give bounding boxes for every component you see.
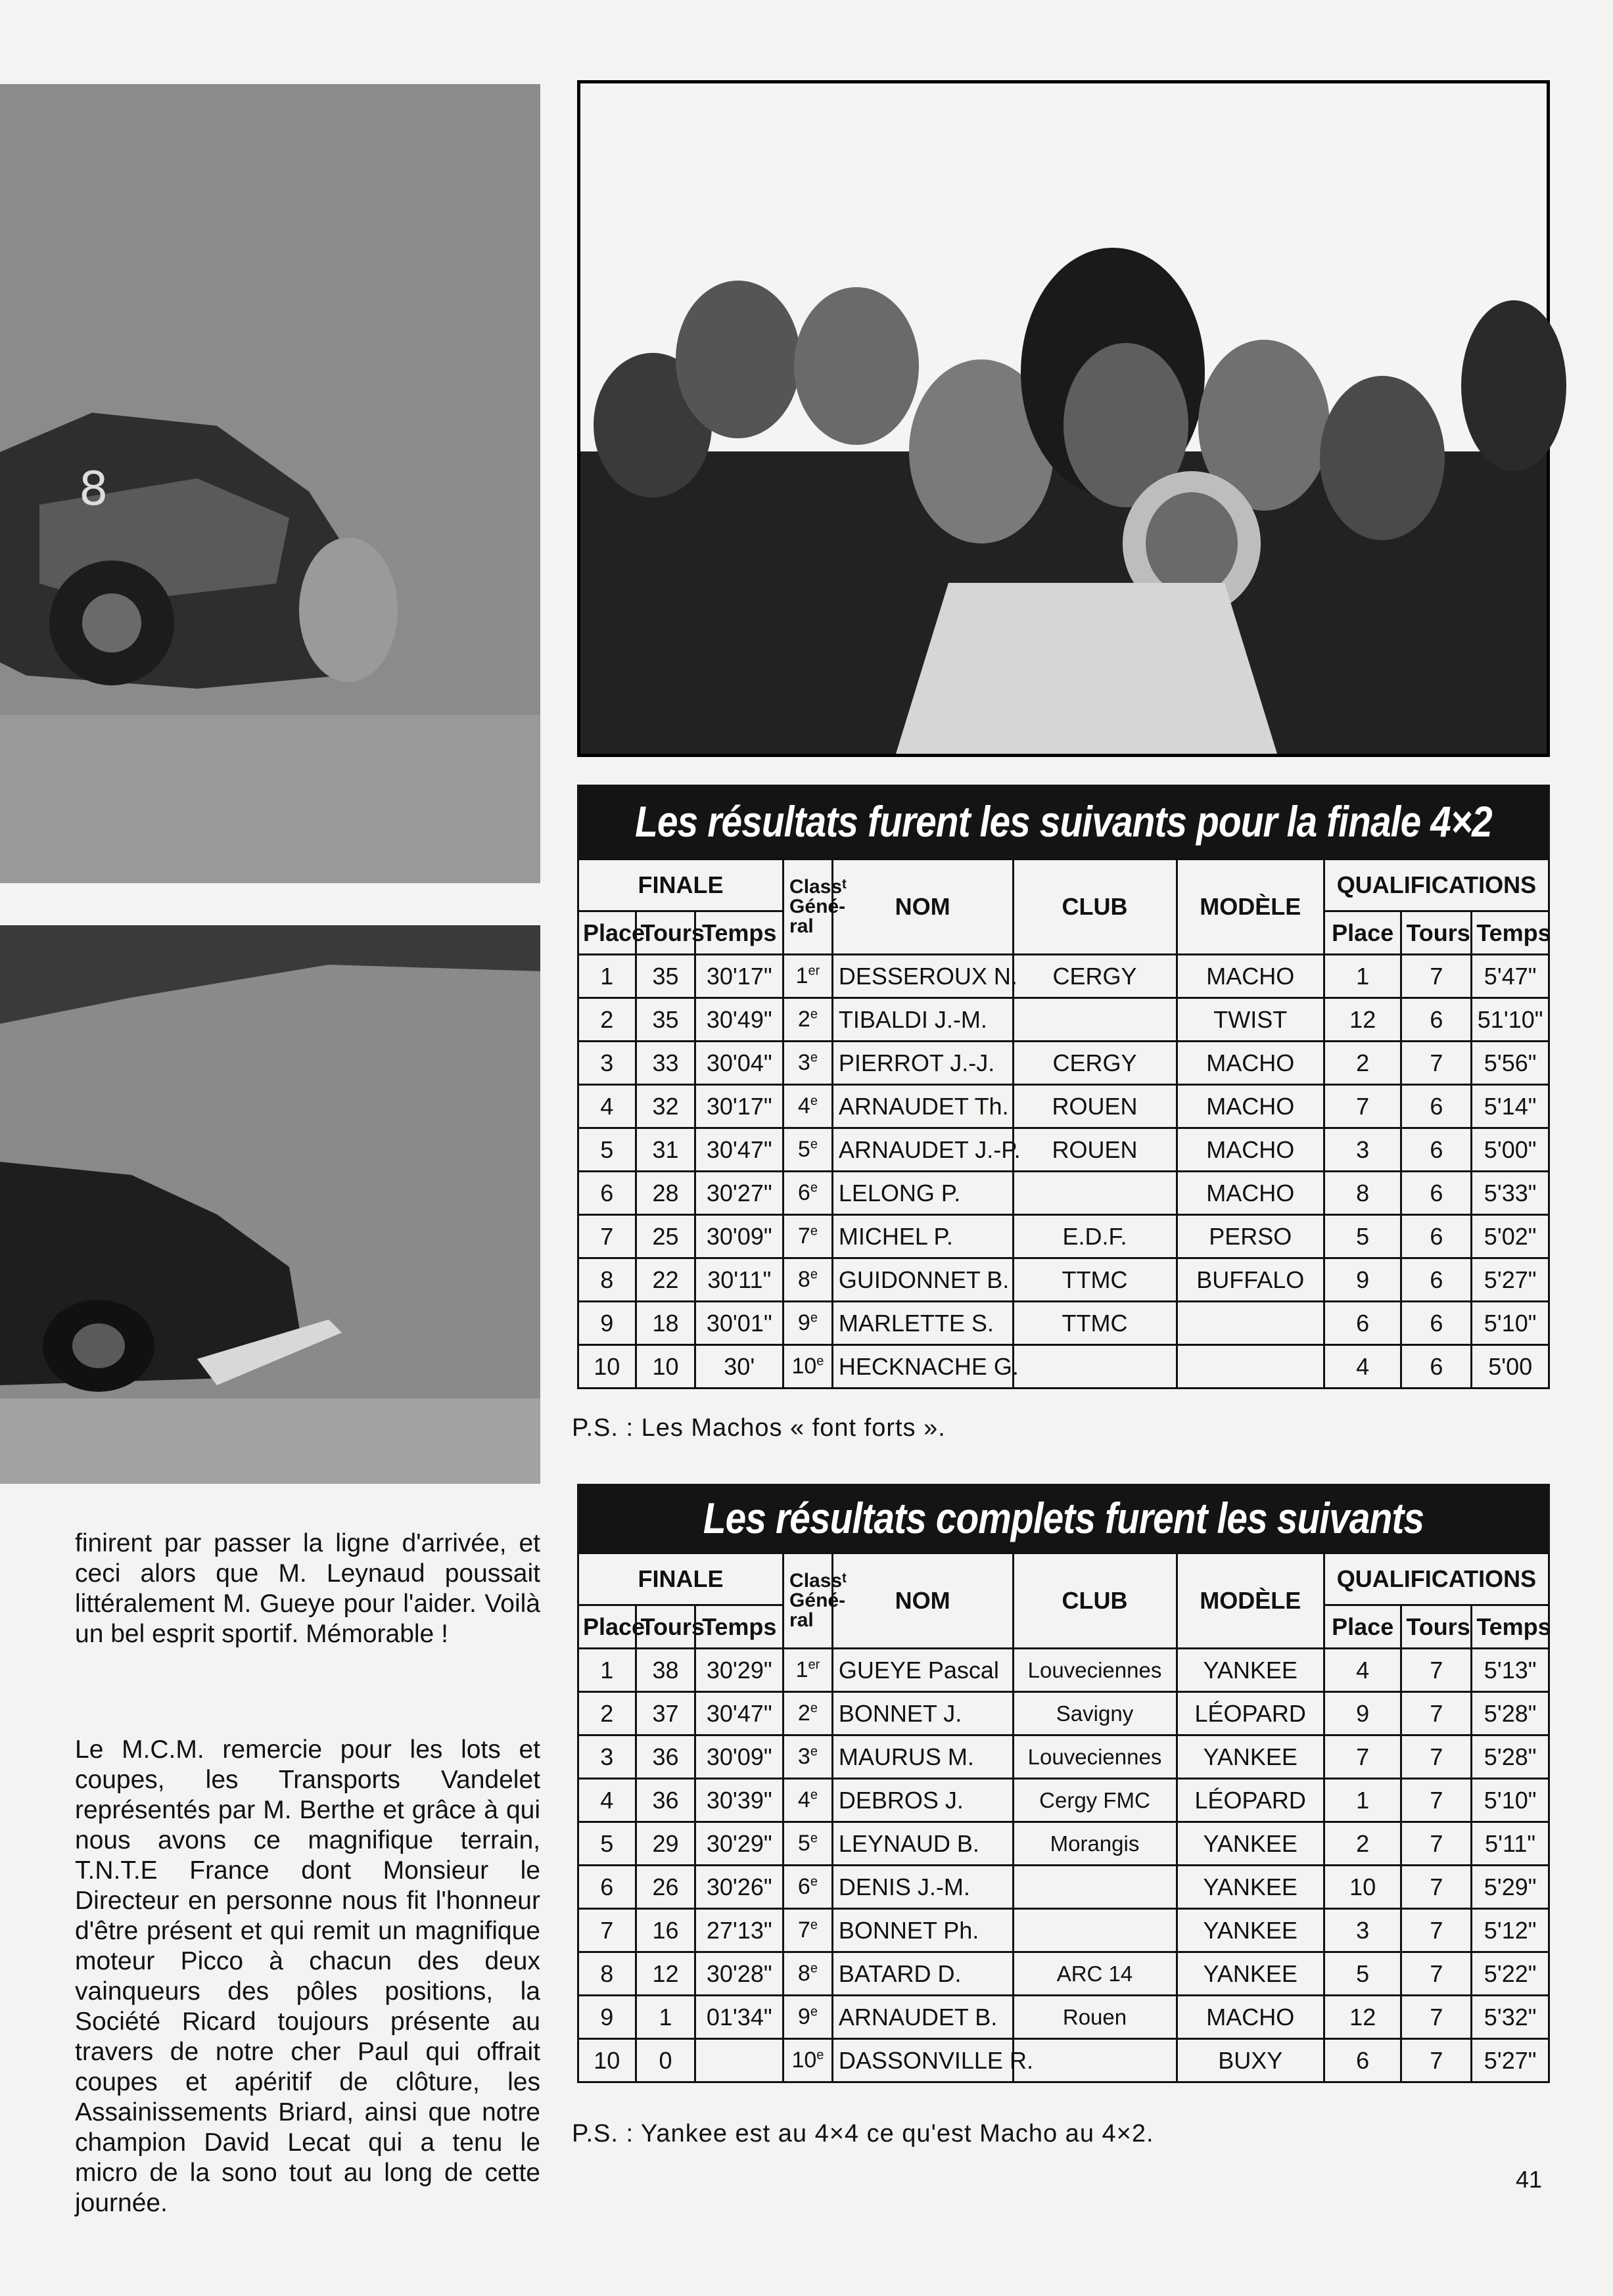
cell-q-tours: 7 [1401, 1952, 1472, 1996]
header-place: Place [578, 911, 636, 955]
cell-q-place: 1 [1324, 1779, 1401, 1822]
cell-modele: MACHO [1177, 1172, 1324, 1215]
cell-q-place: 8 [1324, 1172, 1401, 1215]
cell-place: 7 [578, 1909, 636, 1952]
header-modele: MODÈLE [1177, 860, 1324, 955]
cell-club [1013, 1909, 1177, 1952]
cell-place: 7 [578, 1215, 636, 1258]
cell-modele: PERSO [1177, 1215, 1324, 1258]
cell-q-temps: 5'32" [1472, 1996, 1549, 2039]
cell-q-tours: 7 [1401, 1735, 1472, 1779]
cell-tours: 18 [636, 1302, 695, 1345]
cell-cls: 4e [783, 1779, 833, 1822]
cell-q-temps: 5'28" [1472, 1692, 1549, 1735]
cell-temps: 30'09" [695, 1215, 783, 1258]
cell-q-temps: 5'47" [1472, 955, 1549, 998]
cell-q-temps: 5'28" [1472, 1735, 1549, 1779]
cell-temps: 30'26" [695, 1866, 783, 1909]
cell-q-tours: 7 [1401, 1042, 1472, 1085]
cell-q-place: 7 [1324, 1085, 1401, 1128]
cell-club: Morangis [1013, 1822, 1177, 1866]
cell-q-tours: 7 [1401, 1649, 1472, 1692]
results-table-finale-4x2 [577, 785, 1550, 1389]
header-classement: Classᵗ Géné- ral [783, 1553, 833, 1649]
results-table-complets [577, 1484, 1550, 2083]
cell-place: 6 [578, 1172, 636, 1215]
cell-modele: BUXY [1177, 2039, 1324, 2082]
table-row [578, 1258, 1549, 1302]
cell-club: Cergy FMC [1013, 1779, 1177, 1822]
cell-tours: 31 [636, 1128, 695, 1172]
header-q-place: Place [1324, 1605, 1401, 1649]
table-title: Les résultats complets furent les suivants [645, 1484, 1482, 1552]
cell-nom: GUEYE Pascal [832, 1649, 1013, 1692]
cell-club: ROUEN [1013, 1085, 1177, 1128]
header-modele: MODÈLE [1177, 1553, 1324, 1649]
cell-tours: 16 [636, 1909, 695, 1952]
cell-cls: 5e [783, 1822, 833, 1866]
cell-tours: 38 [636, 1649, 695, 1692]
cell-modele [1177, 1345, 1324, 1389]
cell-q-tours: 7 [1401, 1779, 1472, 1822]
cell-modele: TWIST [1177, 998, 1324, 1042]
header-q-temps: Temps [1472, 1605, 1549, 1649]
cell-place: 5 [578, 1128, 636, 1172]
cell-q-place: 10 [1324, 1866, 1401, 1909]
cell-club [1013, 1172, 1177, 1215]
cell-tours: 12 [636, 1952, 695, 1996]
cell-cls: 6e [783, 1172, 833, 1215]
cell-q-place: 5 [1324, 1952, 1401, 1996]
cell-modele: LÉOPARD [1177, 1779, 1324, 1822]
cell-place: 5 [578, 1822, 636, 1866]
table-row [578, 1692, 1549, 1735]
cell-temps: 30'49" [695, 998, 783, 1042]
cell-q-place: 3 [1324, 1909, 1401, 1952]
cell-club: E.D.F. [1013, 1215, 1177, 1258]
cell-club: Louveciennes [1013, 1649, 1177, 1692]
cell-nom: ARNAUDET B. [832, 1996, 1013, 2039]
cell-tours: 29 [636, 1822, 695, 1866]
cell-place: 4 [578, 1779, 636, 1822]
cell-temps [695, 2039, 783, 2082]
cell-modele: MACHO [1177, 1128, 1324, 1172]
ps-note-4x4: P.S. : Yankee est au 4×4 ce qu'est Macho au 4×2. [572, 2120, 1154, 2147]
table-row [578, 1952, 1549, 1996]
header-nom: NOM [832, 860, 1013, 955]
cell-q-temps: 5'33" [1472, 1172, 1549, 1215]
cell-q-tours: 6 [1401, 1345, 1472, 1389]
header-club: CLUB [1013, 860, 1177, 955]
cell-place: 2 [578, 1692, 636, 1735]
cell-tours: 35 [636, 998, 695, 1042]
cell-tours: 22 [636, 1258, 695, 1302]
cell-cls: 7e [783, 1215, 833, 1258]
table-row [578, 1085, 1549, 1128]
table-row [578, 1735, 1549, 1779]
cell-nom: GUIDONNET B. [832, 1258, 1013, 1302]
cell-q-tours: 7 [1401, 955, 1472, 998]
cell-temps: 30'17" [695, 1085, 783, 1128]
cell-q-place: 9 [1324, 1692, 1401, 1735]
cell-club [1013, 998, 1177, 1042]
table-row [578, 1822, 1549, 1866]
cell-nom: LEYNAUD B. [832, 1822, 1013, 1866]
cell-nom: DESSEROUX N. [832, 955, 1013, 998]
cell-temps: 30'01" [695, 1302, 783, 1345]
article-paragraph-finish: finirent par passer la ligne d'arrivée, et ceci alors que M. Leynaud poussait littéralement M. Gueye pour l'aider. Voilà un bel esprit sportif. Mémorable ! [75, 1529, 540, 1648]
table-row [578, 1302, 1549, 1345]
cell-q-temps: 5'27" [1472, 1258, 1549, 1302]
cell-tours: 36 [636, 1779, 695, 1822]
table-row [578, 2039, 1549, 2082]
cell-q-tours: 7 [1401, 1822, 1472, 1866]
cell-q-tours: 7 [1401, 1866, 1472, 1909]
cell-club: Savigny [1013, 1692, 1177, 1735]
cell-modele: YANKEE [1177, 1649, 1324, 1692]
cell-q-temps: 51'10" [1472, 998, 1549, 1042]
cell-q-temps: 5'27" [1472, 2039, 1549, 2082]
cell-temps: 30'27" [695, 1172, 783, 1215]
cell-place: 8 [578, 1258, 636, 1302]
cell-cls: 5e [783, 1128, 833, 1172]
cell-tours: 1 [636, 1996, 695, 2039]
ps-note-4x2: P.S. : Les Machos « font forts ». [572, 1414, 946, 1442]
cell-modele: MACHO [1177, 1042, 1324, 1085]
cell-cls: 1er [783, 1649, 833, 1692]
cell-nom: DEBROS J. [832, 1779, 1013, 1822]
cell-q-tours: 6 [1401, 1258, 1472, 1302]
cell-place: 6 [578, 1866, 636, 1909]
cell-q-place: 6 [1324, 1302, 1401, 1345]
table-row [578, 1909, 1549, 1952]
cell-q-place: 3 [1324, 1128, 1401, 1172]
cell-modele: MACHO [1177, 1085, 1324, 1128]
cell-q-place: 1 [1324, 955, 1401, 998]
cell-modele [1177, 1302, 1324, 1345]
table-row [578, 1345, 1549, 1389]
cell-cls: 4e [783, 1085, 833, 1128]
cell-tours: 33 [636, 1042, 695, 1085]
cell-temps: 30' [695, 1345, 783, 1389]
cell-q-tours: 6 [1401, 1128, 1472, 1172]
cell-q-tours: 7 [1401, 2039, 1472, 2082]
cell-q-temps: 5'10" [1472, 1779, 1549, 1822]
cell-tours: 25 [636, 1215, 695, 1258]
cell-modele: MACHO [1177, 955, 1324, 998]
cell-nom: MICHEL P. [832, 1215, 1013, 1258]
cell-q-place: 2 [1324, 1822, 1401, 1866]
cell-nom: DENIS J.-M. [832, 1866, 1013, 1909]
cell-nom: MAURUS M. [832, 1735, 1013, 1779]
cell-cls: 6e [783, 1866, 833, 1909]
cell-place: 3 [578, 1042, 636, 1085]
cell-q-temps: 5'10" [1472, 1302, 1549, 1345]
cell-cls: 8e [783, 1952, 833, 1996]
cell-nom: BONNET J. [832, 1692, 1013, 1735]
cell-nom: BATARD D. [832, 1952, 1013, 1996]
cell-nom: ARNAUDET J.-P. [832, 1128, 1013, 1172]
cell-cls: 10e [783, 1345, 833, 1389]
cell-cls: 9e [783, 1996, 833, 2039]
table-row [578, 1215, 1549, 1258]
table-row [578, 998, 1549, 1042]
table-row [578, 1649, 1549, 1692]
cell-q-temps: 5'00" [1472, 1128, 1549, 1172]
table-row [578, 1996, 1549, 2039]
cell-tours: 32 [636, 1085, 695, 1128]
table-row [578, 1042, 1549, 1085]
header-qualifications: QUALIFICATIONS [1324, 1553, 1549, 1605]
cell-q-temps: 5'13" [1472, 1649, 1549, 1692]
cell-q-tours: 7 [1401, 1909, 1472, 1952]
header-tours: Tours [636, 1605, 695, 1649]
table-row [578, 955, 1549, 998]
cell-temps: 27'13" [695, 1909, 783, 1952]
cell-modele: YANKEE [1177, 1909, 1324, 1952]
cell-cls: 8e [783, 1258, 833, 1302]
cell-q-temps: 5'56" [1472, 1042, 1549, 1085]
cell-q-temps: 5'12" [1472, 1909, 1549, 1952]
cell-place: 1 [578, 1649, 636, 1692]
cell-q-temps: 5'00 [1472, 1345, 1549, 1389]
cell-place: 3 [578, 1735, 636, 1779]
cell-cls: 9e [783, 1302, 833, 1345]
cell-temps: 30'04" [695, 1042, 783, 1085]
cell-temps: 30'28" [695, 1952, 783, 1996]
cell-q-tours: 6 [1401, 998, 1472, 1042]
cell-nom: TIBALDI J.-M. [832, 998, 1013, 1042]
cell-tours: 0 [636, 2039, 695, 2082]
header-tours: Tours [636, 911, 695, 955]
cell-cls: 10e [783, 2039, 833, 2082]
cell-cls: 7e [783, 1909, 833, 1952]
cell-place: 2 [578, 998, 636, 1042]
cell-cls: 2e [783, 1692, 833, 1735]
cell-tours: 28 [636, 1172, 695, 1215]
cell-cls: 3e [783, 1735, 833, 1779]
header-temps: Temps [695, 911, 783, 955]
cell-q-place: 4 [1324, 1345, 1401, 1389]
cell-temps: 30'11" [695, 1258, 783, 1302]
cell-modele: YANKEE [1177, 1952, 1324, 1996]
cell-place: 10 [578, 1345, 636, 1389]
header-finale: FINALE [578, 1553, 783, 1605]
table-row [578, 1779, 1549, 1822]
cell-cls: 1er [783, 955, 833, 998]
cell-tours: 35 [636, 955, 695, 998]
cell-club: ROUEN [1013, 1128, 1177, 1172]
cell-q-tours: 7 [1401, 1692, 1472, 1735]
cell-club [1013, 1866, 1177, 1909]
header-q-tours: Tours [1401, 911, 1472, 955]
cell-place: 4 [578, 1085, 636, 1128]
cell-q-tours: 6 [1401, 1172, 1472, 1215]
header-classement: Classᵗ Géné- ral [783, 860, 833, 955]
cell-q-place: 9 [1324, 1258, 1401, 1302]
cell-club: Louveciennes [1013, 1735, 1177, 1779]
cell-place: 8 [578, 1952, 636, 1996]
cell-club: CERGY [1013, 1042, 1177, 1085]
cell-club: CERGY [1013, 955, 1177, 998]
cell-club: TTMC [1013, 1302, 1177, 1345]
cell-q-place: 5 [1324, 1215, 1401, 1258]
cell-nom: BONNET Ph. [832, 1909, 1013, 1952]
cell-nom: HECKNACHE G. [832, 1345, 1013, 1389]
cell-q-place: 4 [1324, 1649, 1401, 1692]
cell-modele: BUFFALO [1177, 1258, 1324, 1302]
table-row [578, 1128, 1549, 1172]
cell-q-tours: 6 [1401, 1085, 1472, 1128]
cell-nom: MARLETTE S. [832, 1302, 1013, 1345]
cell-place: 10 [578, 2039, 636, 2082]
photo-rc-buggy-racing [0, 84, 540, 883]
cell-tours: 36 [636, 1735, 695, 1779]
table-row [578, 1172, 1549, 1215]
cell-cls: 3e [783, 1042, 833, 1085]
page-number: 41 [1515, 2166, 1542, 2193]
cell-q-temps: 5'14" [1472, 1085, 1549, 1128]
cell-temps: 30'29" [695, 1649, 783, 1692]
header-finale: FINALE [578, 860, 783, 911]
cell-q-tours: 6 [1401, 1215, 1472, 1258]
article-paragraph-thanks: Le M.C.M. remercie pour les lots et coupes, les Transports Vandelet représentés par M. Berthe et grâce à qui nous avons ce magnifique terrain, T.N.T.E France dont Monsieur le Directeur en personne nous fit l'honneur d'être présent et qui remit un magnifique moteur Picco à chacun des deux vainqueurs des pôles positions, la Société Ricard toujours présente au travers de notre cher Paul qui offrait coupes et apéritif de clôture, les Assainissements Briard, ainsi que notre champion David Lecat qui a tenu le micro de la sono tout au long de cette journée. [75, 1735, 540, 2217]
cell-modele: LÉOPARD [1177, 1692, 1324, 1735]
cell-tours: 10 [636, 1345, 695, 1389]
cell-q-tours: 6 [1401, 1302, 1472, 1345]
header-club: CLUB [1013, 1553, 1177, 1649]
cell-place: 9 [578, 1996, 636, 2039]
cell-modele: YANKEE [1177, 1866, 1324, 1909]
cell-q-temps: 5'02" [1472, 1215, 1549, 1258]
cell-nom: ARNAUDET Th. [832, 1085, 1013, 1128]
cell-club: TTMC [1013, 1258, 1177, 1302]
cell-cls: 2e [783, 998, 833, 1042]
header-q-temps: Temps [1472, 911, 1549, 955]
cell-temps: 30'09" [695, 1735, 783, 1779]
cell-temps: 30'47" [695, 1128, 783, 1172]
cell-tours: 37 [636, 1692, 695, 1735]
cell-modele: MACHO [1177, 1996, 1324, 2039]
header-place: Place [578, 1605, 636, 1649]
cell-club [1013, 1345, 1177, 1389]
cell-nom: LELONG P. [832, 1172, 1013, 1215]
cell-place: 1 [578, 955, 636, 998]
cell-modele: YANKEE [1177, 1822, 1324, 1866]
cell-temps: 30'47" [695, 1692, 783, 1735]
cell-club [1013, 2039, 1177, 2082]
cell-temps: 30'39" [695, 1779, 783, 1822]
cell-place: 9 [578, 1302, 636, 1345]
cell-club: Rouen [1013, 1996, 1177, 2039]
cell-q-temps: 5'11" [1472, 1822, 1549, 1866]
cell-q-tours: 7 [1401, 1996, 1472, 2039]
cell-q-place: 12 [1324, 998, 1401, 1042]
table-title: Les résultats furent les suivants pour la finale 4×2 [645, 785, 1482, 858]
cell-nom: DASSONVILLE R. [832, 2039, 1013, 2082]
table-row [578, 1866, 1549, 1909]
cell-q-place: 6 [1324, 2039, 1401, 2082]
cell-modele: YANKEE [1177, 1735, 1324, 1779]
cell-q-place: 7 [1324, 1735, 1401, 1779]
cell-q-place: 12 [1324, 1996, 1401, 2039]
header-temps: Temps [695, 1605, 783, 1649]
header-nom: NOM [832, 1553, 1013, 1649]
cell-nom: PIERROT J.-J. [832, 1042, 1013, 1085]
photo-winners-trophy-crowd [577, 80, 1550, 757]
cell-tours: 26 [636, 1866, 695, 1909]
cell-club: ARC 14 [1013, 1952, 1177, 1996]
cell-temps: 30'17" [695, 955, 783, 998]
cell-q-temps: 5'29" [1472, 1866, 1549, 1909]
cell-temps: 30'29" [695, 1822, 783, 1866]
cell-q-place: 2 [1324, 1042, 1401, 1085]
header-q-tours: Tours [1401, 1605, 1472, 1649]
photo-rc-truck-dust [0, 925, 540, 1484]
cell-q-temps: 5'22" [1472, 1952, 1549, 1996]
cell-temps: 01'34" [695, 1996, 783, 2039]
header-qualifications: QUALIFICATIONS [1324, 860, 1549, 911]
header-q-place: Place [1324, 911, 1401, 955]
svg-text:8: 8 [79, 462, 108, 516]
